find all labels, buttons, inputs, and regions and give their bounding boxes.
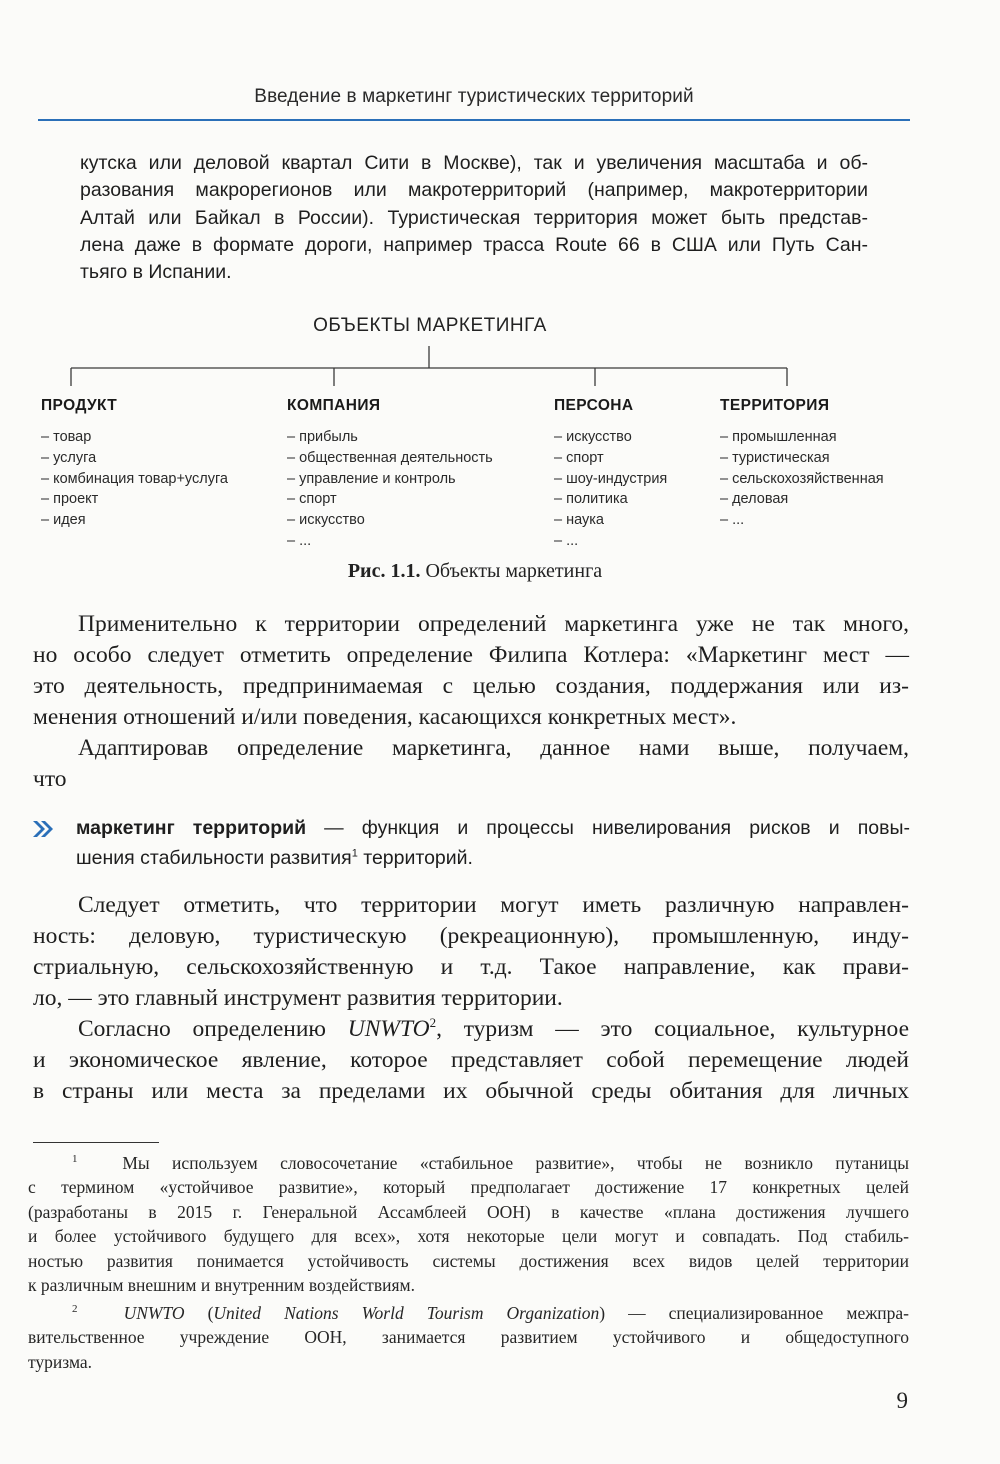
text-line: что (33, 766, 67, 792)
text-line: Применительно к территории определений маркетинга уже не так много, (78, 611, 909, 637)
text-line: в страны или места за пределами их обычной среды обитания для личных (33, 1078, 909, 1104)
footnote-ref: 2 (429, 1015, 437, 1031)
list-item: – спорт (287, 491, 337, 508)
list-item: – деловая (720, 491, 789, 508)
definition-marker-icon (33, 820, 55, 838)
caption-label: Рис. 1.1. (347, 560, 421, 582)
text-line: это деятельность, предпринимаемая с целью создания, поддержания или из- (33, 673, 909, 699)
list-item: – наука (554, 512, 604, 529)
text-line: Следует отметить, что территории могут иметь различную направлен- (78, 892, 909, 918)
definition-text: шения стабильности развития (76, 847, 352, 869)
list-item: – шоу-индустрия (554, 470, 668, 487)
text-line: ностью развития понимается устойчивость системы достижения всех видов целей территории (28, 1250, 909, 1271)
text-line: вительственное учреждение ООН, занимается развитием устойчивого и общедоступного (28, 1327, 909, 1348)
list-item: – услуга (41, 449, 97, 466)
list-item: – искусство (554, 429, 632, 445)
diagram-column-product (41, 397, 228, 531)
text-line: Адаптировав определение маркетинга, данное нами выше, получаем, (78, 735, 909, 761)
text-line: менения отношений и/или поведения, касающихся конкретных мест». (33, 704, 737, 730)
definition-text: территорий. (357, 847, 473, 869)
caption-text: Объекты маркетинга (420, 560, 603, 582)
text-line: и экономическое явление, которое представляет собой перемещение людей (33, 1047, 909, 1073)
text-line: разования макрорегионов или макротерриторий (например, макротерритории (80, 179, 868, 202)
footnote-number: 1 (72, 1153, 78, 1166)
footnote-2 (28, 1301, 909, 1374)
diagram-title: ОБЪЕКТЫ МАРКЕТИНГА (313, 315, 547, 336)
column-heading: ПРОДУКТ (41, 397, 118, 414)
running-header: Введение в маркетинг туристических территорий (254, 86, 694, 107)
text-line: ло, — это главный инструмент развития территории. (33, 985, 563, 1011)
text-line: ность: деловую, туристическую (рекреационную), промышленную, инду- (33, 923, 909, 949)
footnote-rule (33, 1142, 159, 1143)
definition-term: маркетинг территорий (76, 817, 307, 839)
column-list (554, 427, 667, 552)
diagram-column-company (287, 397, 493, 552)
paragraph-directions (33, 890, 909, 1014)
list-item: – идея (41, 512, 86, 529)
list-item: – проект (41, 491, 99, 508)
text-line: с термином «устойчивое развитие», который предполагает достижение 17 конкретных целей (28, 1177, 909, 1198)
list-item: – ... (287, 532, 312, 549)
list-item: – политика (554, 491, 628, 508)
text-line (33, 1014, 909, 1045)
list-item: – товар (41, 429, 92, 445)
text-line: стриальную, сельскохозяйственную и т.д. Такое направление, как прави- (33, 954, 909, 980)
text-run: — специализированное межпра- (605, 1303, 910, 1323)
paragraph-unwto (33, 1014, 909, 1107)
list-item: – туристическая (720, 449, 830, 466)
text-run: Согласно определению (78, 1016, 348, 1042)
footnote-number: 2 (72, 1303, 78, 1316)
list-item: – искусство (287, 512, 365, 529)
list-item: – управление и контроль (287, 470, 456, 487)
list-item: – комбинация товар+услуга (41, 470, 228, 487)
text-run-italic: UNWTO (347, 1016, 430, 1042)
diagram-column-territory (720, 397, 884, 531)
definition-text: — функция и процессы нивелирования рисков и повы- (306, 817, 910, 839)
diagram-connectors (0, 0, 1000, 400)
list-item: – прибыль (287, 429, 358, 445)
text-run: , туризм — это социальное, культурное (436, 1016, 910, 1042)
list-item: – промышленная (720, 429, 837, 445)
text-line (28, 1151, 909, 1175)
column-heading: ПЕРСОНА (554, 397, 634, 414)
list-item: – ... (720, 512, 745, 529)
definition-line (76, 843, 910, 873)
figure-caption (200, 560, 750, 583)
text-line: лена даже в формате дороги, например трасса Route 66 в США или Путь Сан- (80, 233, 868, 256)
column-list (41, 427, 228, 531)
definition-block (76, 813, 910, 873)
text-line: и более устойчивого будущего для всех», хотя некоторые цели могут и совпадать. Под стабиль- (28, 1226, 909, 1247)
text-line: к различным внешним и внутренним воздействиям. (28, 1275, 415, 1296)
list-item: – общественная деятельность (287, 449, 493, 466)
column-list (720, 427, 884, 531)
column-list (287, 427, 493, 552)
footnote-ref: 1 (351, 847, 358, 860)
text-line (28, 1301, 909, 1325)
list-item: – сельскохозяйственная (720, 470, 884, 487)
footnote-1 (28, 1151, 909, 1297)
text-line: но особо следует отметить определение Филипа Котлера: «Маркетинг мест — (33, 642, 909, 668)
list-item: – ... (554, 532, 579, 549)
paragraph-kotler (33, 609, 909, 733)
text-run: ) (599, 1303, 606, 1323)
text-run: ( (184, 1303, 214, 1323)
text-line: туризма. (28, 1351, 93, 1372)
paragraph-adapt (33, 733, 909, 795)
text-line: тьяго в Испании. (80, 261, 232, 284)
text-run-italic: UNWTO (123, 1303, 185, 1323)
text-run-italic: United Nations World Tourism Organization (213, 1303, 600, 1323)
page-number: 9 (896, 1388, 908, 1413)
column-heading: ТЕРРИТОРИЯ (720, 397, 830, 414)
diagram-column-person (554, 397, 667, 552)
text-line: (разработаны в 2015 г. Генеральной Ассамблеей ООН) в качестве «плана достижения лучшего (28, 1201, 909, 1222)
column-heading: КОМПАНИЯ (287, 397, 381, 414)
definition-line (76, 813, 910, 843)
text-line: Алтай или Байкал в России). Туристическая территория может быть представ- (80, 206, 868, 229)
list-item: – спорт (554, 449, 604, 466)
text-line: кутска или деловой квартал Сити в Москве), так и увеличения масштаба и об- (80, 152, 868, 174)
text-run: Мы используем словосочетание «стабильное развитие», чтобы не возникло путаницы (122, 1153, 909, 1173)
